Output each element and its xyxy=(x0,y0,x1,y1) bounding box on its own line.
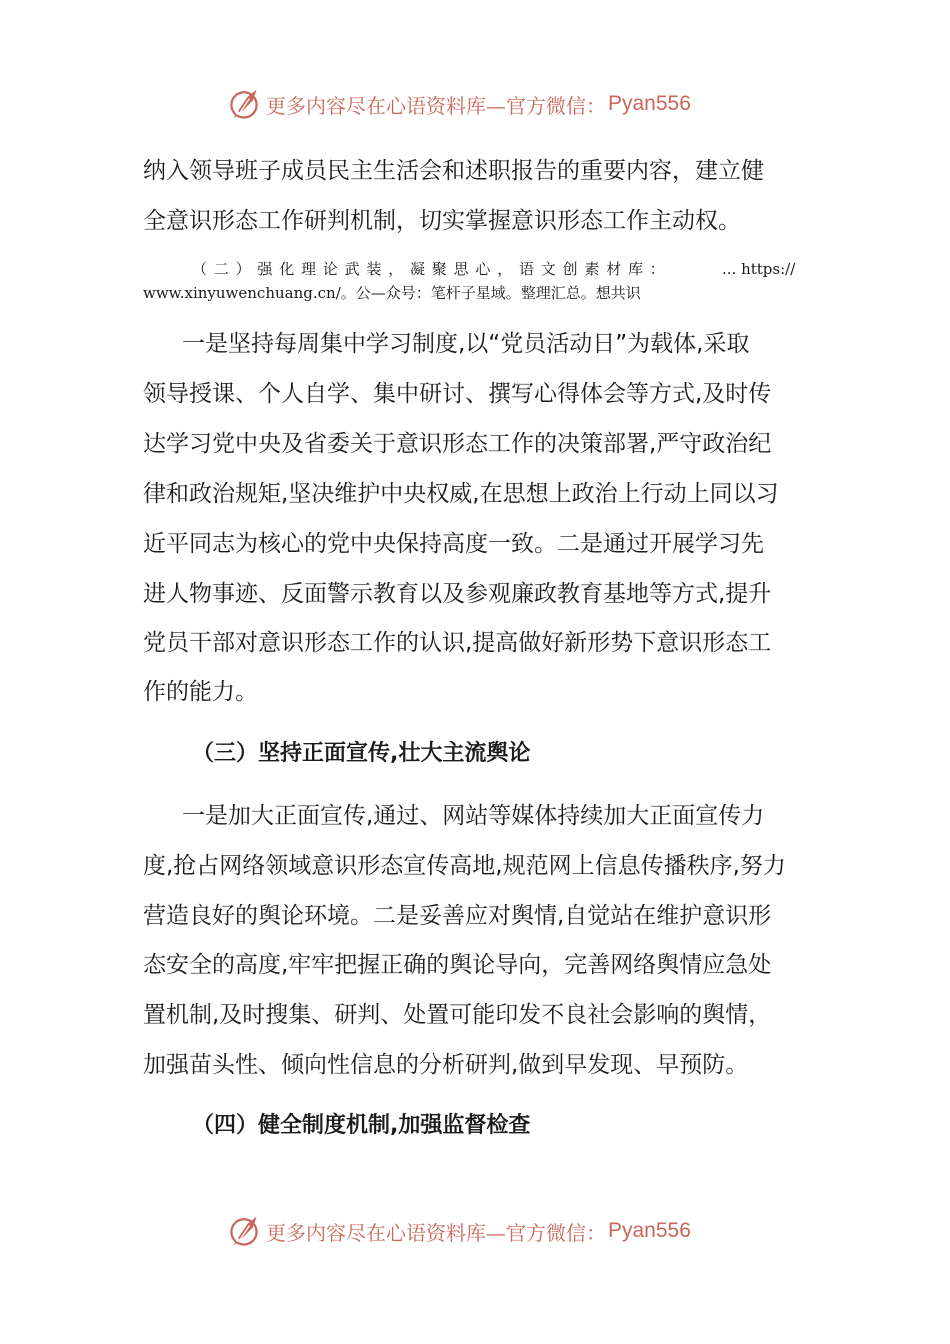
paragraph-line: 加强苗头性、倾向性信息的分析研判,做到早发现、早预防。 xyxy=(143,1052,749,1078)
paragraph-line: 近平同志为核心的党中央保持高度一致。二是通过开展学习先 xyxy=(143,531,764,557)
paragraph-line: 一是坚持每周集中学习制度,以“党员活动日”为载体,采取 xyxy=(182,331,750,357)
section-3-title: （三）坚持正面宣传,壮大主流舆论 xyxy=(192,741,531,766)
paragraph-line: 全意识形态工作研判机制，切实掌握意识形态工作主动权。 xyxy=(143,208,741,234)
paragraph-line: 度,抢占网络领域意识形态宣传高地,规范网上信息传播秩序,努力 xyxy=(143,853,786,879)
paragraph-line: 进人物事迹、反面警示教育以及参观廉政教育基地等方式,提升 xyxy=(143,581,772,607)
watermark-wechat-id: Pyan556 xyxy=(608,92,691,115)
paragraph-line: 一是加大正面宣传,通过、网站等媒体持续加大正面宣传力 xyxy=(182,803,765,829)
paragraph-line: 党员干部对意识形态工作的认识,提高做好新形势下意识形态工 xyxy=(143,630,772,656)
paragraph-line: 纳入领导班子成员民主生活会和述职报告的重要内容，建立健 xyxy=(143,158,764,184)
paragraph-line: 态安全的高度,牢牢把握正确的舆论导向，完善网络舆情应急处 xyxy=(143,952,772,978)
paragraph-line: 作的能力。 xyxy=(143,679,258,705)
quill-logo-icon xyxy=(226,1213,262,1249)
paragraph-line: 营造良好的舆论环境。二是妥善应对舆情,自觉站在维护意识形 xyxy=(143,903,772,929)
watermark-text: 更多内容尽在心语资料库—官方微信： xyxy=(266,1220,606,1245)
paragraph-line: 律和政治规矩,坚决维护中央权威,在思想上政治上行动上同以习 xyxy=(143,481,779,507)
header-watermark xyxy=(226,84,691,124)
section-2-title-link: ... https:// xyxy=(722,260,796,278)
watermark-text: 更多内容尽在心语资料库—官方微信： xyxy=(266,93,606,118)
section-2-title-cont xyxy=(143,283,641,303)
paragraph-line: 置机制,及时搜集、研判、处置可能印发不良社会影响的舆情， xyxy=(143,1002,772,1028)
watermark-wechat-id: Pyan556 xyxy=(608,1219,691,1242)
quill-logo-icon xyxy=(226,86,262,122)
paragraph-line: 领导授课、个人自学、集中研讨、撰写心得体会等方式,及时传 xyxy=(143,381,772,407)
section-2-url-line: www.xinyuwenchuang.cn/。公—众号：笔杆子星域。整理汇总。想共识 xyxy=(143,284,641,302)
section-4-title: （四）健全制度机制,加强监督检查 xyxy=(192,1113,531,1138)
footer-watermark xyxy=(226,1211,691,1251)
paragraph-line: 达学习党中央及省委关于意识形态工作的决策部署,严守政治纪 xyxy=(143,431,772,457)
section-2-title: （二）强化理论武装，凝聚思心，语文创素材库： xyxy=(192,260,672,278)
